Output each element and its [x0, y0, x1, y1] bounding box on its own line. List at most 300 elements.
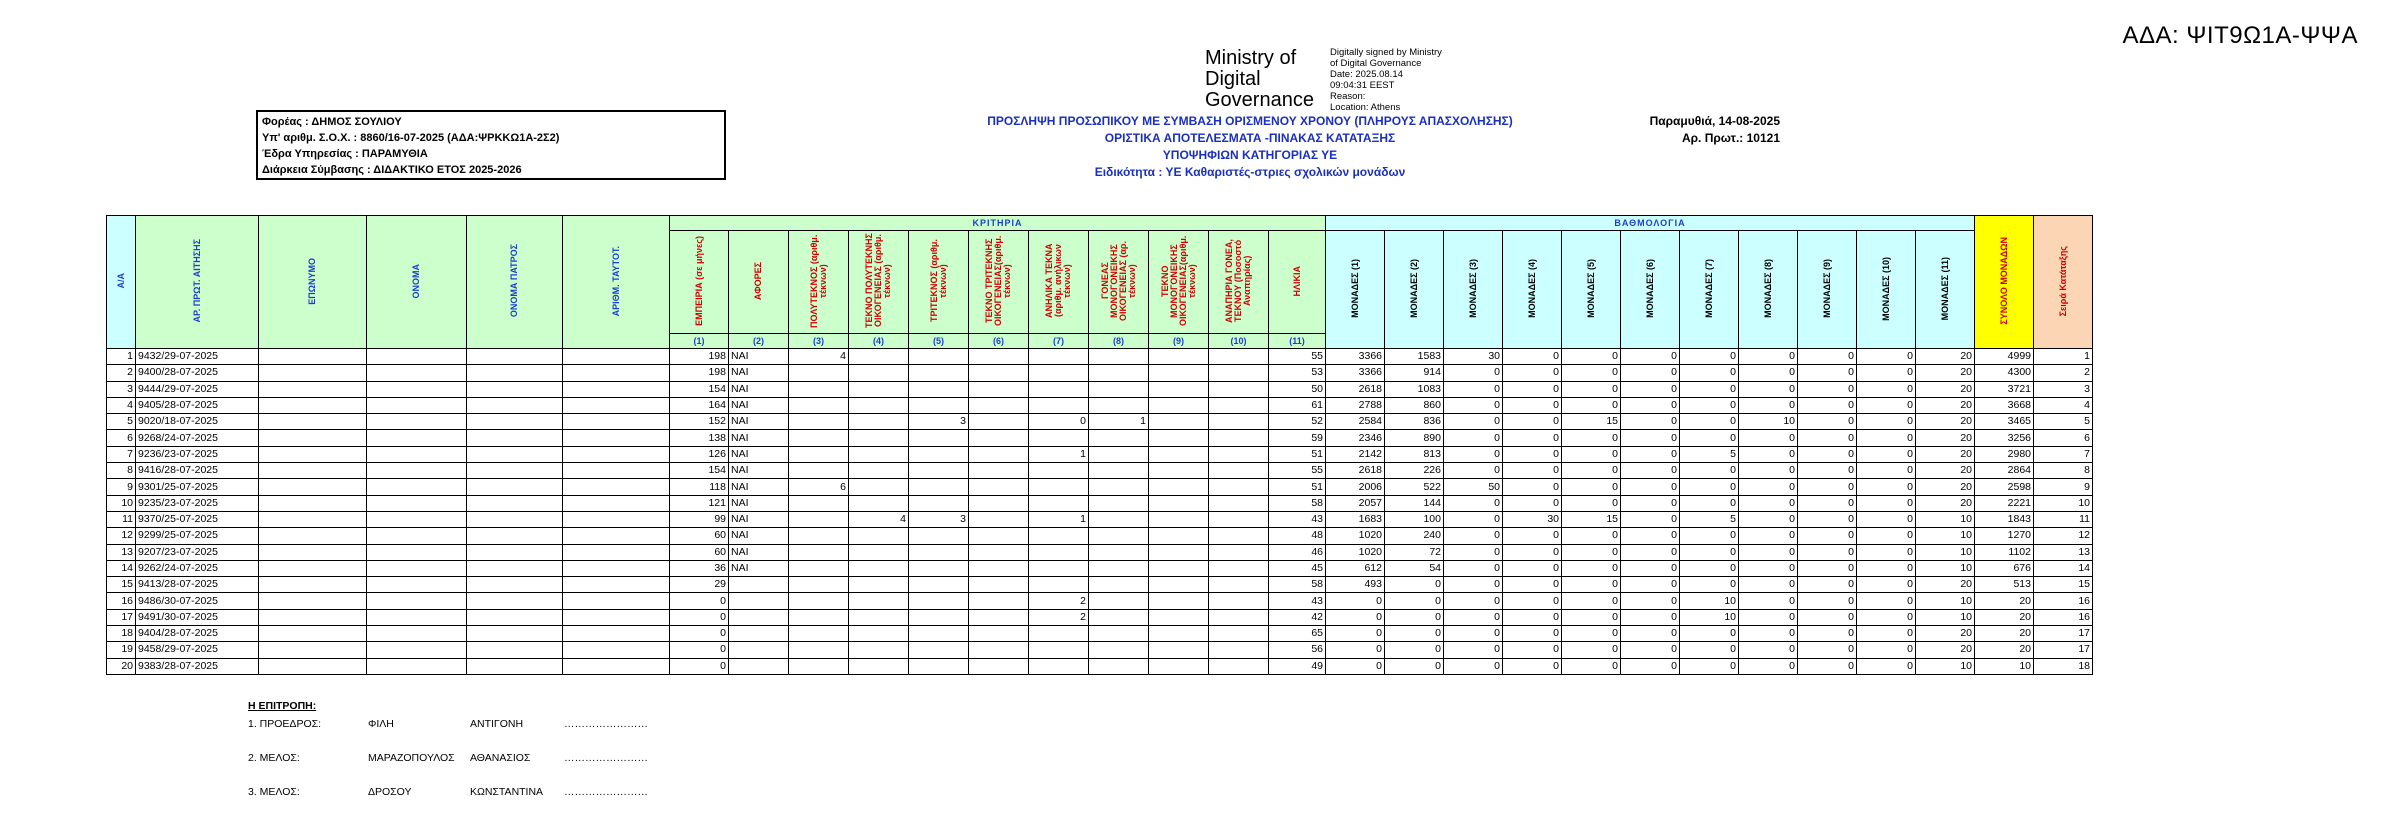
table-cell: ΝΑΙ [729, 414, 789, 430]
table-cell: 9400/28-07-2025 [136, 365, 259, 381]
table-cell [1149, 479, 1209, 495]
table-cell: 20 [1916, 479, 1975, 495]
table-cell [909, 642, 969, 658]
table-cell [1149, 544, 1209, 560]
table-cell: 0 [1444, 495, 1503, 511]
table-cell: 10 [1680, 593, 1739, 609]
table-cell: 0 [1680, 544, 1739, 560]
committee-member [248, 752, 648, 786]
table-cell: 0 [1385, 609, 1444, 625]
table-row [107, 511, 2093, 527]
table-cell: 0 [1562, 397, 1621, 413]
table-cell: 2 [1029, 609, 1089, 625]
table-cell: 9444/29-07-2025 [136, 381, 259, 397]
table-cell: 154 [670, 381, 729, 397]
table-cell [969, 560, 1029, 576]
table-cell: 0 [1503, 397, 1562, 413]
table-cell: 0 [1739, 609, 1798, 625]
table-cell: 0 [1562, 495, 1621, 511]
table-cell: 0 [1444, 463, 1503, 479]
table-cell: 8 [2034, 463, 2093, 479]
table-cell: 15 [1562, 511, 1621, 527]
table-cell [1209, 495, 1269, 511]
header-m7: ΜΟΝΑΔΕΣ (7) [1680, 231, 1739, 349]
table-cell [1149, 609, 1209, 625]
table-cell [909, 658, 969, 674]
table-cell [563, 495, 670, 511]
table-cell [367, 560, 467, 576]
table-cell: 0 [1798, 528, 1857, 544]
table-cell [367, 642, 467, 658]
table-cell [969, 511, 1029, 527]
table-cell: 0 [1739, 560, 1798, 576]
table-cell: 2598 [1975, 479, 2034, 495]
table-cell [563, 560, 670, 576]
table-cell [849, 381, 909, 397]
table-cell: 0 [1326, 658, 1385, 674]
table-cell: 0 [1503, 479, 1562, 495]
table-row [107, 397, 2093, 413]
signature-name [1205, 48, 1314, 111]
table-cell: 0 [1385, 658, 1444, 674]
member-role: 2. ΜΕΛΟΣ: [248, 752, 300, 764]
table-cell: 10 [1916, 528, 1975, 544]
table-cell [367, 528, 467, 544]
table-cell [563, 642, 670, 658]
table-cell: 0 [1503, 593, 1562, 609]
table-cell: 1683 [1326, 511, 1385, 527]
table-cell [969, 463, 1029, 479]
table-cell: 0 [1739, 365, 1798, 381]
table-cell [467, 446, 563, 462]
table-cell: 0 [1621, 511, 1680, 527]
table-cell: 0 [670, 658, 729, 674]
table-cell: 2346 [1326, 430, 1385, 446]
table-cell: 1583 [1385, 349, 1444, 365]
table-cell [367, 609, 467, 625]
table-cell: ΝΑΙ [729, 560, 789, 576]
table-cell: 16 [2034, 593, 2093, 609]
table-cell [1089, 642, 1149, 658]
table-cell: 0 [1798, 642, 1857, 658]
table-cell [367, 463, 467, 479]
table-cell [729, 593, 789, 609]
table-cell: 13 [107, 544, 136, 560]
table-cell: 0 [1444, 642, 1503, 658]
table-cell [1209, 593, 1269, 609]
table-cell [467, 528, 563, 544]
table-cell: 11 [2034, 511, 2093, 527]
table-cell [1149, 560, 1209, 576]
table-cell [849, 495, 909, 511]
table-cell: 16 [107, 593, 136, 609]
table-cell: 20 [1916, 626, 1975, 642]
table-cell: 0 [1503, 609, 1562, 625]
table-cell: 99 [670, 511, 729, 527]
table-cell: 12 [107, 528, 136, 544]
signature-detail-line: Reason: [1330, 91, 1366, 102]
table-cell: 5 [2034, 414, 2093, 430]
table-cell: 0 [1739, 463, 1798, 479]
table-cell [969, 528, 1029, 544]
table-cell: 20 [1916, 414, 1975, 430]
table-cell: 0 [1621, 642, 1680, 658]
table-cell: 0 [1857, 642, 1916, 658]
table-cell [367, 495, 467, 511]
table-cell: 0 [1621, 544, 1680, 560]
table-cell: 48 [1269, 528, 1326, 544]
table-cell: 3 [909, 511, 969, 527]
table-cell: 0 [1857, 511, 1916, 527]
table-cell [1089, 463, 1149, 479]
table-cell [789, 511, 849, 527]
agency-edra: Έδρα Υπηρεσίας : ΠΑΡΑΜΥΘΙΑ [262, 148, 428, 160]
table-cell: 0 [1444, 560, 1503, 576]
table-cell [1089, 381, 1149, 397]
group-kritiria: ΚΡΙΤΗΡΙΑ [670, 216, 1326, 231]
table-cell: 0 [1739, 446, 1798, 462]
table-cell: 0 [1444, 365, 1503, 381]
table-cell [259, 528, 367, 544]
table-cell: 15 [107, 577, 136, 593]
table-cell [563, 397, 670, 413]
table-cell [849, 658, 909, 674]
table-cell [1089, 593, 1149, 609]
header-k10: ΑΝΑΠΗΡΙΑ ΓΟΝΕΑ, ΤΕΚΝΟΥ (Ποσοστό Αναπηρίας) [1209, 231, 1269, 334]
table-cell: 50 [1444, 479, 1503, 495]
table-cell: 6 [2034, 430, 2093, 446]
table-cell [467, 593, 563, 609]
table-cell: 50 [1269, 381, 1326, 397]
table-cell: 138 [670, 430, 729, 446]
table-cell: 2980 [1975, 446, 2034, 462]
table-cell: ΝΑΙ [729, 479, 789, 495]
table-cell: 0 [1621, 560, 1680, 576]
table-cell: 18 [107, 626, 136, 642]
table-cell [849, 642, 909, 658]
table-cell: 1020 [1326, 544, 1385, 560]
table-cell: 0 [1621, 414, 1680, 430]
table-cell: 0 [1385, 642, 1444, 658]
table-cell: 10 [1916, 658, 1975, 674]
signature-name-line: Digital [1205, 68, 1261, 90]
table-cell [1209, 544, 1269, 560]
table-row [107, 430, 2093, 446]
table-cell [1089, 349, 1149, 365]
table-cell: 0 [1857, 349, 1916, 365]
table-cell [849, 365, 909, 381]
table-cell [259, 511, 367, 527]
table-cell [909, 495, 969, 511]
table-cell [1149, 626, 1209, 642]
table-cell: 0 [1444, 544, 1503, 560]
table-cell: ΝΑΙ [729, 397, 789, 413]
table-cell: 20 [1916, 349, 1975, 365]
table-cell: 100 [1385, 511, 1444, 527]
table-cell [909, 463, 969, 479]
table-cell [1029, 349, 1089, 365]
table-cell: 612 [1326, 560, 1385, 576]
table-cell [1209, 609, 1269, 625]
header-onoma-patros: ΟΝΟΜΑ ΠΑΤΡΟΣ [467, 216, 563, 349]
table-row [107, 479, 2093, 495]
table-cell: 0 [1621, 479, 1680, 495]
table-cell: 49 [1269, 658, 1326, 674]
table-cell: 17 [2034, 642, 2093, 658]
table-cell: 676 [1975, 560, 2034, 576]
table-cell: 3366 [1326, 349, 1385, 365]
table-cell [909, 577, 969, 593]
table-cell: ΝΑΙ [729, 446, 789, 462]
table-cell: 4999 [1975, 349, 2034, 365]
table-cell [909, 544, 969, 560]
table-cell: 0 [1857, 397, 1916, 413]
table-cell [259, 479, 367, 495]
table-cell: 15 [1562, 414, 1621, 430]
member-name: ΑΘΑΝΑΣΙΟΣ [470, 752, 531, 764]
table-cell: 10 [1916, 609, 1975, 625]
table-cell [909, 609, 969, 625]
table-cell: 3668 [1975, 397, 2034, 413]
protocol-number: Αρ. Πρωτ.: 10121 [1681, 131, 1780, 145]
header-m3: ΜΟΝΑΔΕΣ (3) [1444, 231, 1503, 349]
table-cell: 0 [1798, 609, 1857, 625]
table-cell: 126 [670, 446, 729, 462]
table-cell: 54 [1385, 560, 1444, 576]
table-cell: 0 [1385, 577, 1444, 593]
table-cell: 198 [670, 349, 729, 365]
ranking-table [106, 215, 2093, 675]
table-row [107, 544, 2093, 560]
table-cell: 9416/28-07-2025 [136, 463, 259, 479]
table-cell: 0 [1857, 365, 1916, 381]
table-cell: 0 [1029, 414, 1089, 430]
table-cell [467, 511, 563, 527]
agency-soh: Υπ' αριθμ. Σ.Ο.Χ. : 8860/16-07-2025 (ΑΔΑ:ΨΡΚΚΩ1Α-2Σ2) [262, 132, 560, 144]
table-cell: 0 [1503, 658, 1562, 674]
table-cell: 2788 [1326, 397, 1385, 413]
table-cell: 60 [670, 528, 729, 544]
table-cell: 0 [1680, 495, 1739, 511]
table-cell: 6 [107, 430, 136, 446]
table-cell: 0 [1503, 349, 1562, 365]
table-cell: 1102 [1975, 544, 2034, 560]
table-cell [969, 349, 1029, 365]
table-cell: 121 [670, 495, 729, 511]
table-cell [367, 479, 467, 495]
table-row [107, 642, 2093, 658]
table-cell: 0 [1444, 446, 1503, 462]
table-cell [969, 397, 1029, 413]
table-cell: 4 [849, 511, 909, 527]
table-row [107, 463, 2093, 479]
table-cell: 20 [1975, 593, 2034, 609]
document-titles [900, 113, 1600, 181]
member-role: 1. ΠΡΟΕΔΡΟΣ: [248, 718, 322, 730]
table-cell: 10 [107, 495, 136, 511]
header-m10: ΜΟΝΑΔΕΣ (10) [1857, 231, 1916, 349]
committee-block [248, 700, 648, 820]
table-cell [1029, 626, 1089, 642]
agency-info-box [256, 110, 726, 180]
table-cell: 0 [1562, 479, 1621, 495]
table-cell [259, 365, 367, 381]
table-cell: ΝΑΙ [729, 430, 789, 446]
table-cell: 9 [2034, 479, 2093, 495]
table-cell [789, 397, 849, 413]
table-cell: 20 [1975, 609, 2034, 625]
table-cell: 0 [1680, 626, 1739, 642]
table-cell [789, 577, 849, 593]
table-cell: 56 [1269, 642, 1326, 658]
table-cell [563, 577, 670, 593]
table-cell: 43 [1269, 593, 1326, 609]
table-cell: ΝΑΙ [729, 381, 789, 397]
table-row [107, 528, 2093, 544]
table-cell: 2584 [1326, 414, 1385, 430]
table-cell: 55 [1269, 349, 1326, 365]
table-cell: 154 [670, 463, 729, 479]
table-cell [1209, 446, 1269, 462]
table-cell [729, 642, 789, 658]
table-row [107, 626, 2093, 642]
header-k8: ΓΟΝΕΑΣ ΜΟΝΟΓΟΝΕΙΚΗΣ ΟΙΚΟΓΕΝΕΙΑΣ (αρ. τέκνων) [1089, 231, 1149, 334]
table-cell: 2 [2034, 365, 2093, 381]
table-cell [1089, 609, 1149, 625]
table-cell: 0 [1680, 479, 1739, 495]
table-cell: 0 [1503, 463, 1562, 479]
table-cell [789, 495, 849, 511]
table-cell [789, 381, 849, 397]
table-cell: 0 [1385, 593, 1444, 609]
table-cell: 0 [1444, 577, 1503, 593]
table-cell: 60 [670, 544, 729, 560]
table-cell: 0 [1444, 528, 1503, 544]
table-cell: 20 [1975, 626, 2034, 642]
table-cell [467, 349, 563, 365]
title-line: ΠΡΟΣΛΗΨΗ ΠΡΟΣΩΠΙΚΟΥ ΜΕ ΣΥΜΒΑΣΗ ΟΡΙΣΜΕΝΟΥ ΧΡΟΝΟΥ (ΠΛΗΡΟΥΣ ΑΠΑΣΧΟΛΗΣΗΣ) [987, 114, 1513, 128]
table-cell: 0 [1798, 593, 1857, 609]
table-cell [467, 414, 563, 430]
table-cell: 0 [1798, 446, 1857, 462]
table-cell: 17 [2034, 626, 2093, 642]
table-cell: 0 [670, 642, 729, 658]
table-cell [849, 463, 909, 479]
table-cell [563, 479, 670, 495]
column-number: (8) [1089, 334, 1149, 349]
table-cell: 2057 [1326, 495, 1385, 511]
table-cell [729, 577, 789, 593]
table-cell: 0 [1444, 658, 1503, 674]
table-cell: 9491/30-07-2025 [136, 609, 259, 625]
table-cell [1029, 495, 1089, 511]
table-cell [1029, 381, 1089, 397]
table-cell: 0 [1444, 381, 1503, 397]
column-number: (2) [729, 334, 789, 349]
table-cell [969, 365, 1029, 381]
header-k1: ΕΜΠΕΙΡΙΑ (σε μήνες) [670, 231, 729, 334]
table-cell: 20 [1916, 430, 1975, 446]
column-number: (9) [1149, 334, 1209, 349]
table-cell: 9 [107, 479, 136, 495]
table-cell: ΝΑΙ [729, 365, 789, 381]
table-cell: 0 [1621, 446, 1680, 462]
table-cell: 3465 [1975, 414, 2034, 430]
table-cell [1089, 446, 1149, 462]
table-cell [1029, 397, 1089, 413]
table-cell: 0 [1857, 609, 1916, 625]
table-cell: 4 [789, 349, 849, 365]
table-cell: 3 [909, 414, 969, 430]
table-cell: 0 [1680, 642, 1739, 658]
table-cell: 0 [1385, 626, 1444, 642]
table-cell: 0 [1503, 446, 1562, 462]
header-k6: ΤΕΚΝΟ ΤΡΙΤΕΚΝΗΣ ΟΙΚΟΓΕΝΕΙΑΣ(αριθμ. τέκνων) [969, 231, 1029, 334]
table-cell: 0 [1503, 495, 1562, 511]
table-cell [909, 397, 969, 413]
table-cell: 3256 [1975, 430, 2034, 446]
table-cell: 0 [1444, 430, 1503, 446]
table-cell [729, 626, 789, 642]
table-cell [969, 495, 1029, 511]
table-cell: ΝΑΙ [729, 544, 789, 560]
table-cell: 0 [1503, 414, 1562, 430]
table-cell [1149, 528, 1209, 544]
member-name: ΑΝΤΙΓΟΝΗ [470, 718, 524, 730]
table-cell: 0 [1680, 397, 1739, 413]
table-cell [1149, 446, 1209, 462]
table-cell [789, 446, 849, 462]
table-cell [259, 381, 367, 397]
table-cell: 1 [2034, 349, 2093, 365]
table-cell [563, 430, 670, 446]
table-cell: 0 [1798, 381, 1857, 397]
table-cell: 0 [1326, 609, 1385, 625]
table-cell: 0 [1739, 349, 1798, 365]
table-cell: 9207/23-07-2025 [136, 544, 259, 560]
table-cell [909, 381, 969, 397]
header-m11: ΜΟΝΑΔΕΣ (11) [1916, 231, 1975, 349]
table-cell [789, 626, 849, 642]
table-cell [969, 430, 1029, 446]
table-cell: 6 [789, 479, 849, 495]
table-cell: 13 [2034, 544, 2093, 560]
header-k4: ΤΕΚΝΟ ΠΟΛΥΤΕΚΝΗΣ ΟΙΚΟΓΕΝΕΙΑΣ (αριθμ. τέκνων) [849, 231, 909, 334]
table-cell: 0 [1562, 349, 1621, 365]
table-cell [467, 544, 563, 560]
table-cell: 9301/25-07-2025 [136, 479, 259, 495]
table-cell: 10 [1739, 414, 1798, 430]
table-cell: 30 [1503, 511, 1562, 527]
table-cell: 0 [1798, 495, 1857, 511]
table-cell: 0 [1444, 626, 1503, 642]
table-cell [789, 414, 849, 430]
table-cell [789, 593, 849, 609]
table-cell: 9413/28-07-2025 [136, 577, 259, 593]
table-cell [467, 560, 563, 576]
header-eponymo: ΕΠΩΝΥΜΟ [259, 216, 367, 349]
table-cell: 0 [1798, 577, 1857, 593]
table-cell [849, 349, 909, 365]
table-cell: 0 [1621, 349, 1680, 365]
table-cell: 0 [1444, 397, 1503, 413]
table-cell: 4 [107, 397, 136, 413]
table-cell: 17 [107, 609, 136, 625]
table-cell: 20 [107, 658, 136, 674]
table-cell: 0 [1562, 381, 1621, 397]
table-cell: 15 [2034, 577, 2093, 593]
table-cell: 2006 [1326, 479, 1385, 495]
